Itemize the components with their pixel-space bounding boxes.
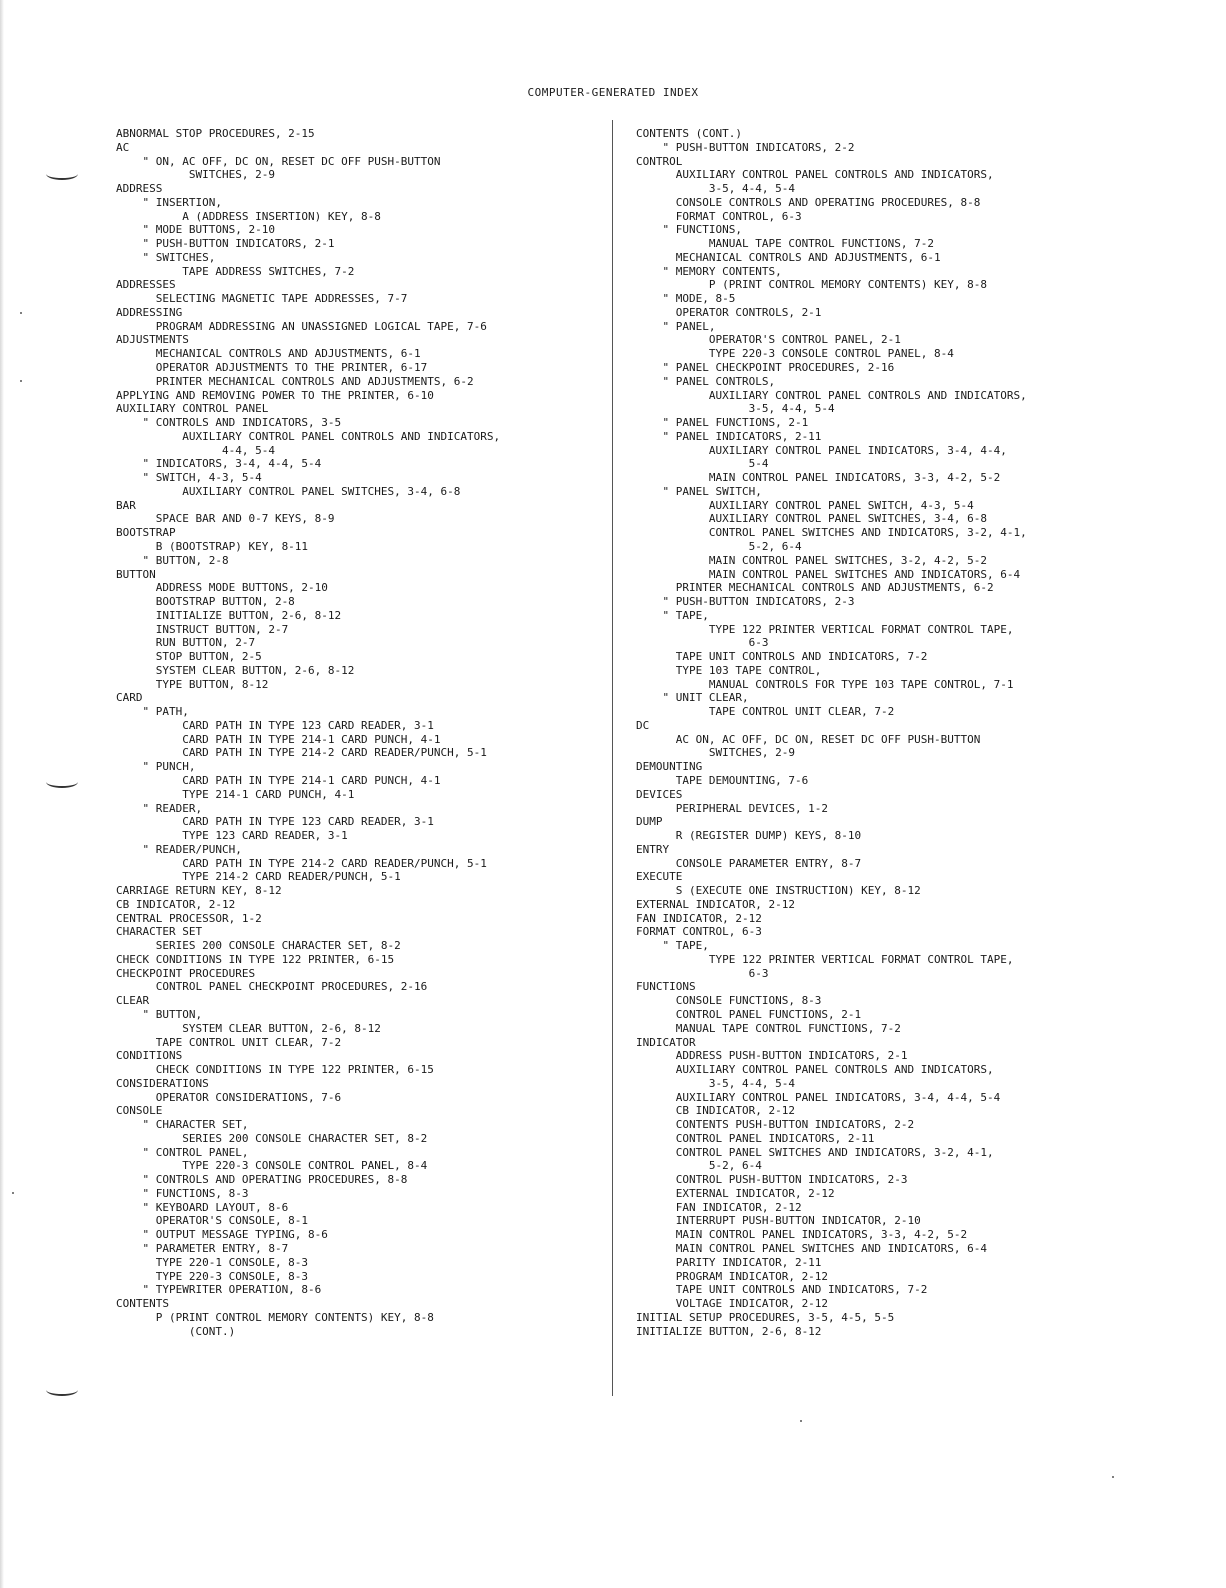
index-entry: P (PRINT CONTROL MEMORY CONTENTS) KEY, 8-8 <box>116 1310 434 1324</box>
index-entry: CHECK CONDITIONS IN TYPE 122 PRINTER, 6-15 <box>116 1063 434 1077</box>
binder-hole-mark <box>46 776 78 788</box>
index-entry: 6-3 <box>636 966 769 980</box>
index-entry: 3-5, 4-4, 5-4 <box>636 1076 795 1090</box>
index-entry: BUTTON <box>116 567 156 581</box>
index-entry: " TYPEWRITER OPERATION, 8-6 <box>116 1283 322 1297</box>
index-entry: CONTENTS <box>116 1297 169 1311</box>
index-entry: TYPE 220-3 CONSOLE CONTROL PANEL, 8-4 <box>116 1159 428 1173</box>
index-entry: CONTROL PANEL CHECKPOINT PROCEDURES, 2-16 <box>116 980 428 994</box>
index-entry: ADDRESS PUSH-BUTTON INDICATORS, 2-1 <box>636 1049 908 1063</box>
index-entry: TYPE 220-3 CONSOLE CONTROL PANEL, 8-4 <box>636 347 954 361</box>
index-entry: " READER/PUNCH, <box>116 842 242 856</box>
index-entry: FORMAT CONTROL, 6-3 <box>636 925 762 939</box>
index-entry: " SWITCH, 4-3, 5-4 <box>116 471 262 485</box>
index-entry: TYPE 220-1 CONSOLE, 8-3 <box>116 1255 309 1269</box>
index-entry: P (PRINT CONTROL MEMORY CONTENTS) KEY, 8-8 <box>636 278 987 292</box>
index-entry: CONTENTS PUSH-BUTTON INDICATORS, 2-2 <box>636 1118 915 1132</box>
index-entry: INSTRUCT BUTTON, 2-7 <box>116 622 289 636</box>
index-entry: INTERRUPT PUSH-BUTTON INDICATOR, 2-10 <box>636 1214 921 1228</box>
index-entry: " PANEL SWITCH, <box>636 484 762 498</box>
index-entry: CARD PATH IN TYPE 123 CARD READER, 3-1 <box>116 815 434 829</box>
index-entry: TYPE 103 TAPE CONTROL, <box>636 663 822 677</box>
index-entry: " FUNCTIONS, <box>636 223 742 237</box>
index-entry: " PANEL FUNCTIONS, 2-1 <box>636 416 809 430</box>
index-entry: ADDRESS MODE BUTTONS, 2-10 <box>116 581 328 595</box>
index-entry: " ON, AC OFF, DC ON, RESET DC OFF PUSH-BUTTON <box>116 154 441 168</box>
index-entry: PRINTER MECHANICAL CONTROLS AND ADJUSTMENTS, 6-2 <box>116 374 474 388</box>
index-entry: CHECK CONDITIONS IN TYPE 122 PRINTER, 6-15 <box>116 952 395 966</box>
index-entry: INITIAL SETUP PROCEDURES, 3-5, 4-5, 5-5 <box>636 1310 895 1324</box>
index-entry: TYPE 214-2 CARD READER/PUNCH, 5-1 <box>116 870 401 884</box>
index-entry: 5-2, 6-4 <box>636 1159 762 1173</box>
index-entry: CONTROL <box>636 154 683 168</box>
index-entry: BAR <box>116 498 136 512</box>
index-entry: INITIALIZE BUTTON, 2-6, 8-12 <box>636 1324 822 1338</box>
index-entry: TAPE UNIT CONTROLS AND INDICATORS, 7-2 <box>636 650 928 664</box>
index-entry: DC <box>636 718 650 732</box>
index-entry: OPERATOR CONTROLS, 2-1 <box>636 305 822 319</box>
index-column-left <box>116 127 606 1338</box>
index-entry: AUXILIARY CONTROL PANEL SWITCHES, 3-4, 6-8 <box>116 484 461 498</box>
index-entry: CARD PATH IN TYPE 214-2 CARD READER/PUNCH, 5-1 <box>116 856 487 870</box>
index-entry: S (EXECUTE ONE INSTRUCTION) KEY, 8-12 <box>636 884 921 898</box>
index-entry: MAIN CONTROL PANEL SWITCHES AND INDICATORS, 6-4 <box>636 1242 987 1256</box>
index-entry: MAIN CONTROL PANEL INDICATORS, 3-3, 4-2, 5-2 <box>636 1228 968 1242</box>
index-entry: " PANEL CHECKPOINT PROCEDURES, 2-16 <box>636 361 895 375</box>
index-entry: CHECKPOINT PROCEDURES <box>116 966 256 980</box>
index-entry: MAIN CONTROL PANEL SWITCHES AND INDICATORS, 6-4 <box>636 567 1021 581</box>
index-entry: " PUSH-BUTTON INDICATORS, 2-1 <box>116 237 335 251</box>
index-entry: 4-4, 5-4 <box>116 443 275 457</box>
index-entry: ADDRESSING <box>116 305 183 319</box>
index-entry: CONTENTS (CONT.) <box>636 127 742 140</box>
index-entry: FAN INDICATOR, 2-12 <box>636 1200 802 1214</box>
index-entry: " BUTTON, 2-8 <box>116 553 229 567</box>
index-entry: CENTRAL PROCESSOR, 1-2 <box>116 911 262 925</box>
index-entry: OPERATOR'S CONTROL PANEL, 2-1 <box>636 333 901 347</box>
index-entry: CONTROL PANEL FUNCTIONS, 2-1 <box>636 1008 862 1021</box>
index-entry: OPERATOR ADJUSTMENTS TO THE PRINTER, 6-17 <box>116 361 428 375</box>
index-entry: SYSTEM CLEAR BUTTON, 2-6, 8-12 <box>116 1021 381 1035</box>
index-entry: OPERATOR'S CONSOLE, 8-1 <box>116 1214 309 1228</box>
index-entry: INDICATOR <box>636 1035 696 1049</box>
index-entry: " TAPE, <box>636 939 709 953</box>
index-entry: SWITCHES, 2-9 <box>636 746 795 760</box>
index-entry: FUNCTIONS <box>636 980 696 994</box>
index-entry: " PUSH-BUTTON INDICATORS, 2-3 <box>636 595 855 609</box>
index-column-right <box>636 127 1136 1338</box>
index-entry: FORMAT CONTROL, 6-3 <box>636 209 802 223</box>
index-entry: CARD PATH IN TYPE 214-2 CARD READER/PUNCH, 5-1 <box>116 746 487 760</box>
index-entry: " PATH, <box>116 705 189 719</box>
index-entry: TYPE 122 PRINTER VERTICAL FORMAT CONTROL TAPE, <box>636 622 1014 636</box>
index-entry: TAPE ADDRESS SWITCHES, 7-2 <box>116 264 355 278</box>
index-entry: EXTERNAL INDICATOR, 2-12 <box>636 897 795 911</box>
index-entry: TYPE 123 CARD READER, 3-1 <box>116 829 348 843</box>
scan-speck <box>20 380 22 382</box>
index-entry: PERIPHERAL DEVICES, 1-2 <box>636 801 829 815</box>
index-entry: AUXILIARY CONTROL PANEL SWITCHES, 3-4, 6-8 <box>636 512 987 526</box>
index-entry: " OUTPUT MESSAGE TYPING, 8-6 <box>116 1228 328 1242</box>
index-entry: (CONT.) <box>116 1324 236 1338</box>
column-divider <box>612 120 613 1396</box>
index-entry: CONTROL PANEL SWITCHES AND INDICATORS, 3-2, 4-1, <box>636 1145 994 1159</box>
index-entry: " READER, <box>116 801 203 815</box>
index-entry: TAPE UNIT CONTROLS AND INDICATORS, 7-2 <box>636 1283 928 1297</box>
index-entry: DEVICES <box>636 787 683 801</box>
index-entry: PARITY INDICATOR, 2-11 <box>636 1255 822 1269</box>
binder-hole-mark <box>46 1384 78 1396</box>
index-entry: TAPE CONTROL UNIT CLEAR, 7-2 <box>116 1035 342 1049</box>
index-entry: FAN INDICATOR, 2-12 <box>636 911 762 925</box>
index-entry: DUMP <box>636 815 663 829</box>
index-entry: DEMOUNTING <box>636 760 703 774</box>
index-entry: " MODE BUTTONS, 2-10 <box>116 223 275 237</box>
index-entry: MANUAL CONTROLS FOR TYPE 103 TAPE CONTROL, 7-1 <box>636 677 1014 691</box>
index-entry: APPLYING AND REMOVING POWER TO THE PRINTER, 6-10 <box>116 388 434 402</box>
index-entry: ABNORMAL STOP PROCEDURES, 2-15 <box>116 127 315 140</box>
index-entry: PROGRAM INDICATOR, 2-12 <box>636 1269 829 1283</box>
index-entry: 5-2, 6-4 <box>636 539 802 553</box>
index-entry: 6-3 <box>636 636 769 650</box>
index-entry: MAIN CONTROL PANEL SWITCHES, 3-2, 4-2, 5-2 <box>636 553 987 567</box>
index-entry: AUXILIARY CONTROL PANEL INDICATORS, 3-4, 4-4, 5-4 <box>636 1090 1001 1104</box>
index-entry: SELECTING MAGNETIC TAPE ADDRESSES, 7-7 <box>116 292 408 306</box>
index-entry: AUXILIARY CONTROL PANEL CONTROLS AND INDICATORS, <box>636 1063 994 1077</box>
index-entry: CARD <box>116 691 143 705</box>
index-entry: CONTROL PUSH-BUTTON INDICATORS, 2-3 <box>636 1173 908 1187</box>
index-entry: CARD PATH IN TYPE 214-1 CARD PUNCH, 4-1 <box>116 732 441 746</box>
index-entry: 5-4 <box>636 457 769 471</box>
index-entry: INITIALIZE BUTTON, 2-6, 8-12 <box>116 608 342 622</box>
index-entry: " SWITCHES, <box>116 250 216 264</box>
index-entry: AC ON, AC OFF, DC ON, RESET DC OFF PUSH-BUTTON <box>636 732 981 746</box>
index-entry: " CONTROLS AND INDICATORS, 3-5 <box>116 416 342 430</box>
index-entry: R (REGISTER DUMP) KEYS, 8-10 <box>636 829 862 843</box>
index-entry: TAPE CONTROL UNIT CLEAR, 7-2 <box>636 705 895 719</box>
index-entry: SYSTEM CLEAR BUTTON, 2-6, 8-12 <box>116 663 355 677</box>
index-entry: " MEMORY CONTENTS, <box>636 264 782 278</box>
index-entry: AC <box>116 140 130 154</box>
index-entry: " PANEL CONTROLS, <box>636 374 776 388</box>
index-entry: OPERATOR CONSIDERATIONS, 7-6 <box>116 1090 342 1104</box>
index-entry: CONTROL PANEL SWITCHES AND INDICATORS, 3-2, 4-1, <box>636 526 1027 540</box>
index-entry: PRINTER MECHANICAL CONTROLS AND ADJUSTMENTS, 6-2 <box>636 581 994 595</box>
index-entry: " FUNCTIONS, 8-3 <box>116 1186 249 1200</box>
index-entry: CARRIAGE RETURN KEY, 8-12 <box>116 884 282 898</box>
index-entry: AUXILIARY CONTROL PANEL <box>116 402 269 416</box>
index-entry: " CHARACTER SET, <box>116 1118 249 1132</box>
scan-speck <box>20 312 22 314</box>
index-entry: CARD PATH IN TYPE 123 CARD READER, 3-1 <box>116 718 434 732</box>
index-entry: TYPE BUTTON, 8-12 <box>116 677 269 691</box>
index-entry: RUN BUTTON, 2-7 <box>116 636 256 650</box>
index-entry: A (ADDRESS INSERTION) KEY, 8-8 <box>116 209 381 223</box>
index-entry: MANUAL TAPE CONTROL FUNCTIONS, 7-2 <box>636 237 935 251</box>
index-entry: " INDICATORS, 3-4, 4-4, 5-4 <box>116 457 322 471</box>
page-title: COMPUTER-GENERATED INDEX <box>527 86 699 99</box>
index-entry: MECHANICAL CONTROLS AND ADJUSTMENTS, 6-1 <box>636 250 941 264</box>
index-entry: " PUSH-BUTTON INDICATORS, 2-2 <box>636 140 855 154</box>
scan-speck <box>1112 1476 1114 1478</box>
index-entry: " BUTTON, <box>116 1008 203 1021</box>
index-entry: MAIN CONTROL PANEL INDICATORS, 3-3, 4-2, 5-2 <box>636 471 1001 485</box>
index-entry: CONSIDERATIONS <box>116 1076 209 1090</box>
index-entry: STOP BUTTON, 2-5 <box>116 650 262 664</box>
index-entry: 3-5, 4-4, 5-4 <box>636 182 795 196</box>
scan-speck <box>12 1192 14 1194</box>
index-entry: 3-5, 4-4, 5-4 <box>636 402 835 416</box>
index-entry: " CONTROLS AND OPERATING PROCEDURES, 8-8 <box>116 1173 408 1187</box>
index-entry: " UNIT CLEAR, <box>636 691 749 705</box>
index-entry: CONSOLE <box>116 1104 163 1118</box>
index-entry: CARD PATH IN TYPE 214-1 CARD PUNCH, 4-1 <box>116 773 441 787</box>
index-entry: ADJUSTMENTS <box>116 333 189 347</box>
index-entry: TAPE DEMOUNTING, 7-6 <box>636 773 809 787</box>
index-entry: SERIES 200 CONSOLE CHARACTER SET, 8-2 <box>116 1131 428 1145</box>
index-entry: MANUAL TAPE CONTROL FUNCTIONS, 7-2 <box>636 1021 901 1035</box>
index-entry: TYPE 122 PRINTER VERTICAL FORMAT CONTROL TAPE, <box>636 952 1014 966</box>
index-entry: CHARACTER SET <box>116 925 203 939</box>
index-entry: CONSOLE PARAMETER ENTRY, 8-7 <box>636 856 862 870</box>
index-entry: AUXILIARY CONTROL PANEL INDICATORS, 3-4, 4-4, <box>636 443 1007 457</box>
index-entry: AUXILIARY CONTROL PANEL SWITCH, 4-3, 5-4 <box>636 498 974 512</box>
index-entry: PROGRAM ADDRESSING AN UNASSIGNED LOGICAL TAPE, 7-6 <box>116 319 487 333</box>
index-entry: CLEAR <box>116 994 150 1008</box>
index-entry: VOLTAGE INDICATOR, 2-12 <box>636 1297 829 1311</box>
index-entry: " CONTROL PANEL, <box>116 1145 249 1159</box>
index-entry: TYPE 220-3 CONSOLE, 8-3 <box>116 1269 309 1283</box>
scan-speck <box>800 1420 802 1422</box>
index-entry: " PANEL INDICATORS, 2-11 <box>636 429 822 443</box>
index-entry: CB INDICATOR, 2-12 <box>636 1104 795 1118</box>
index-entry: " PANEL, <box>636 319 716 333</box>
index-entry: " PUNCH, <box>116 760 196 774</box>
index-entry: " INSERTION, <box>116 195 222 209</box>
index-entry: AUXILIARY CONTROL PANEL CONTROLS AND INDICATORS, <box>116 429 501 443</box>
index-entry: CONSOLE FUNCTIONS, 8-3 <box>636 994 822 1008</box>
index-entry: " MODE, 8-5 <box>636 292 736 306</box>
index-entry: AUXILIARY CONTROL PANEL CONTROLS AND INDICATORS, <box>636 168 994 182</box>
index-entry: EXTERNAL INDICATOR, 2-12 <box>636 1186 835 1200</box>
index-entry: BOOTSTRAP BUTTON, 2-8 <box>116 595 295 609</box>
index-entry: CB INDICATOR, 2-12 <box>116 897 236 911</box>
binder-hole-mark <box>46 168 78 180</box>
index-entry: SWITCHES, 2-9 <box>116 168 275 182</box>
index-entry: SPACE BAR AND 0-7 KEYS, 8-9 <box>116 512 335 526</box>
index-entry: ENTRY <box>636 842 670 856</box>
index-entry: AUXILIARY CONTROL PANEL CONTROLS AND INDICATORS, <box>636 388 1027 402</box>
index-entry: " TAPE, <box>636 608 709 622</box>
index-entry: " PARAMETER ENTRY, 8-7 <box>116 1242 289 1256</box>
index-entry: ADDRESS <box>116 182 163 196</box>
index-entry: TYPE 214-1 CARD PUNCH, 4-1 <box>116 787 355 801</box>
scanned-page-edge <box>0 0 4 1588</box>
index-entry: MECHANICAL CONTROLS AND ADJUSTMENTS, 6-1 <box>116 347 421 361</box>
index-entry: BOOTSTRAP <box>116 526 176 540</box>
index-entry: B (BOOTSTRAP) KEY, 8-11 <box>116 539 309 553</box>
index-entry: CONDITIONS <box>116 1049 183 1063</box>
index-entry: ADDRESSES <box>116 278 176 292</box>
index-entry: SERIES 200 CONSOLE CHARACTER SET, 8-2 <box>116 939 401 953</box>
index-entry: CONTROL PANEL INDICATORS, 2-11 <box>636 1131 875 1145</box>
index-entry: EXECUTE <box>636 870 683 884</box>
index-entry: " KEYBOARD LAYOUT, 8-6 <box>116 1200 289 1214</box>
index-entry: CONSOLE CONTROLS AND OPERATING PROCEDURES, 8-8 <box>636 195 981 209</box>
